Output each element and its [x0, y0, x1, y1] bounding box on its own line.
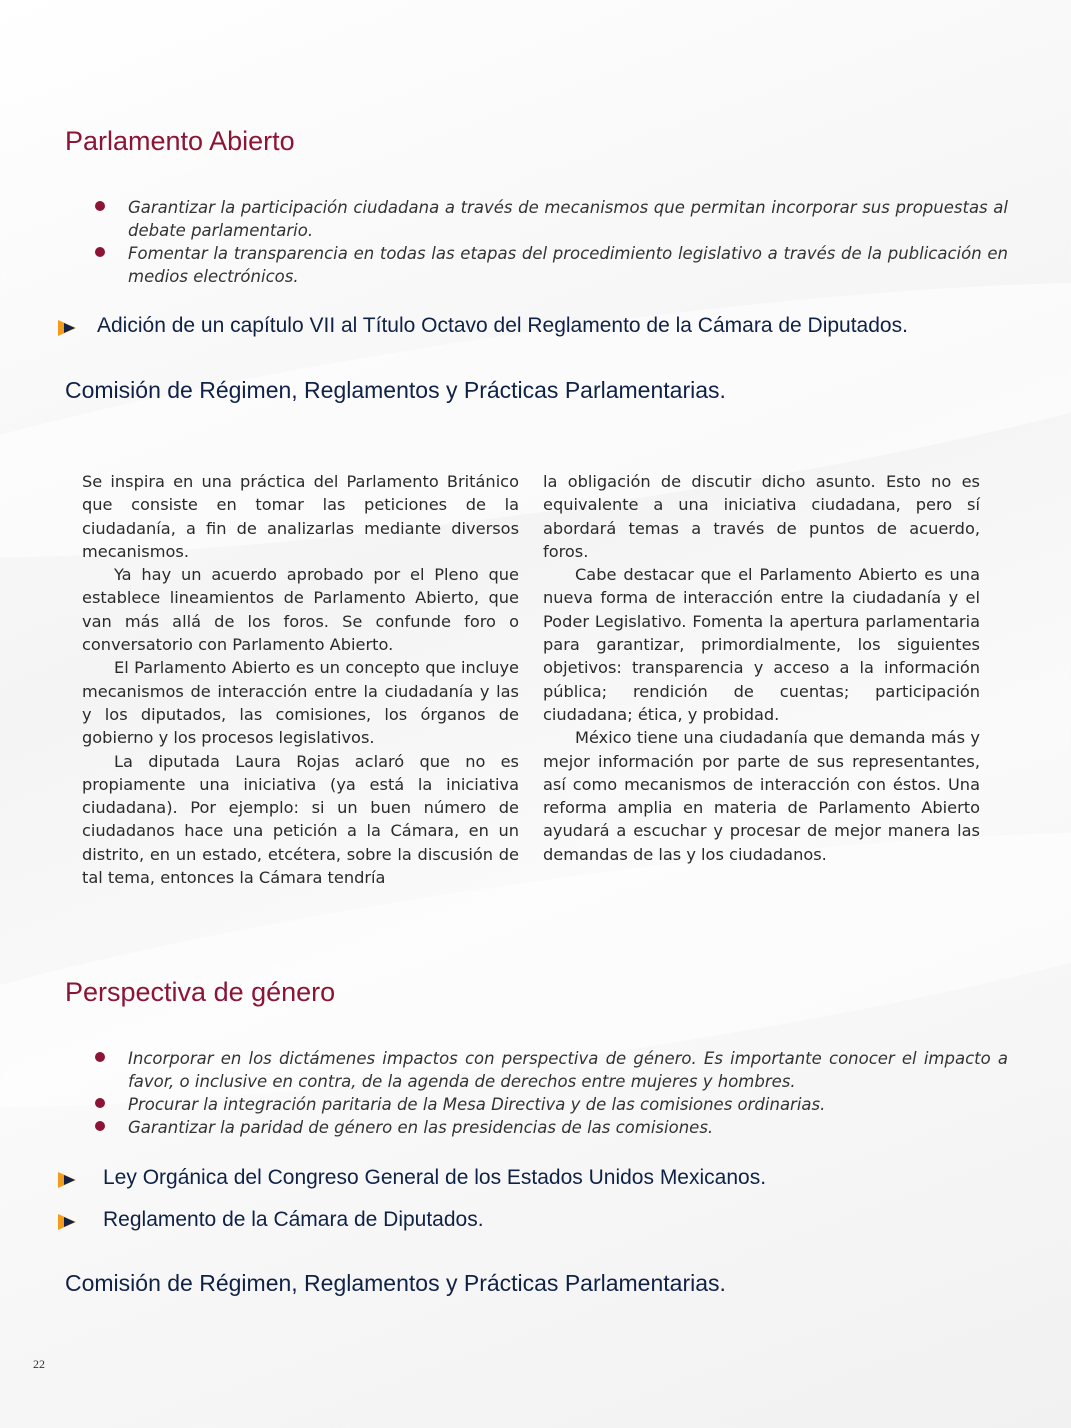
- arrow-right-icon: [58, 320, 76, 336]
- paragraph: La diputada Laura Rojas aclaró que no es propiamente una iniciativa (ya está la iniciativa ciudadana). Por ejemplo: si un buen número de ciudadanos hace una petición a la Cámara, en un distrito, en un estado, etcétera, sobre la discusión de tal tema, entonces la Cámara tendría: [82, 751, 519, 888]
- commission-label: Comisión de Régimen, Reglamentos y Prácticas Parlamentarias.: [65, 377, 726, 403]
- list-item: [90, 1116, 1008, 1139]
- list-item-text: Garantizar la participación ciudadana a través de mecanismos que permitan incorporar sus propuestas al debate parlamentario.: [128, 198, 1008, 240]
- section-title-parlamento-abierto: Parlamento Abierto: [65, 126, 295, 156]
- list-item-text: Procurar la integración paritaria de la Mesa Directiva y de las comisiones ordinarias.: [128, 1095, 826, 1114]
- list-item-text: Incorporar en los dictámenes impactos con perspectiva de género. Es importante conocer el impacto a favor, o inclusive en contra, de la agenda de derechos entre mujeres y hombres.: [128, 1049, 1008, 1091]
- commission-label: Comisión de Régimen, Reglamentos y Prácticas Parlamentarias.: [65, 1270, 726, 1296]
- paragraph: Ya hay un acuerdo aprobado por el Pleno que establece lineamientos de Parlamento Abierto, que van más allá de los foros. Se confunde foro o conversatorio con Parlamento Abierto.: [82, 565, 519, 655]
- objectives-list: [90, 1047, 1008, 1139]
- bullet-dot-icon: [95, 1052, 105, 1062]
- arrow-right-icon: [58, 1214, 76, 1230]
- column-right: [543, 470, 980, 889]
- bullet-dot-icon: [95, 1098, 105, 1108]
- paragraph: Se inspira en una práctica del Parlamento Británico que consiste en tomar las peticiones de la ciudadanía, a fin de analizarlas mediante diversos mecanismos.: [82, 472, 519, 561]
- list-item: [90, 1047, 1008, 1093]
- paragraph: El Parlamento Abierto es un concepto que incluye mecanismos de interacción entre la ciudadanía y las y los diputados, las comisiones, los órganos de gobierno y los procesos legislativos.: [82, 658, 519, 748]
- list-item: [90, 196, 1008, 242]
- objectives-list: [90, 196, 1008, 288]
- list-item: [90, 242, 1008, 288]
- list-item-text: Fomentar la transparencia en todas las etapas del procedimiento legislativo a través de la publicación en medios electrónicos.: [128, 244, 1008, 286]
- bullet-dot-icon: [95, 247, 105, 257]
- arrow-item-label: Reglamento de la Cámara de Diputados.: [103, 1208, 484, 1231]
- arrow-item-label: Adición de un capítulo VII al Título Octavo del Reglamento de la Cámara de Diputados.: [97, 314, 908, 337]
- page-number: 22: [33, 1357, 45, 1371]
- list-item: [90, 1093, 1008, 1116]
- arrow-right-icon: [58, 1172, 76, 1188]
- paragraph: la obligación de discutir dicho asunto. Esto no es equivalente a una iniciativa ciudadana, pero sí abordará temas a través de puntos de acuerdo, foros.: [543, 472, 980, 561]
- arrow-item-label: Ley Orgánica del Congreso General de los Estados Unidos Mexicanos.: [103, 1166, 767, 1189]
- column-left: [82, 470, 519, 889]
- bullet-dot-icon: [95, 201, 105, 211]
- list-item-text: Garantizar la paridad de género en las presidencias de las comisiones.: [128, 1118, 714, 1137]
- section-title-perspectiva-genero: Perspectiva de género: [65, 977, 336, 1007]
- body-columns: [82, 470, 980, 889]
- bullet-dot-icon: [95, 1121, 105, 1131]
- paragraph: Cabe destacar que el Parlamento Abierto es una nueva forma de interacción entre la ciudadanía y el Poder Legislativo. Fomenta la apertura parlamentaria para garantizar, primordialmente, los siguientes objetivos: transparencia y acceso a la información pública; rendición de cuentas; participación ciudadana; ética, y probidad.: [543, 565, 980, 724]
- paragraph: México tiene una ciudadanía que demanda más y mejor información por parte de sus representantes, así como mecanismos de interacción con éstos. Una reforma amplia en materia de Parlamento Abierto ayudará a escuchar y procesar de mejor manera las demandas de las y los ciudadanos.: [543, 728, 980, 864]
